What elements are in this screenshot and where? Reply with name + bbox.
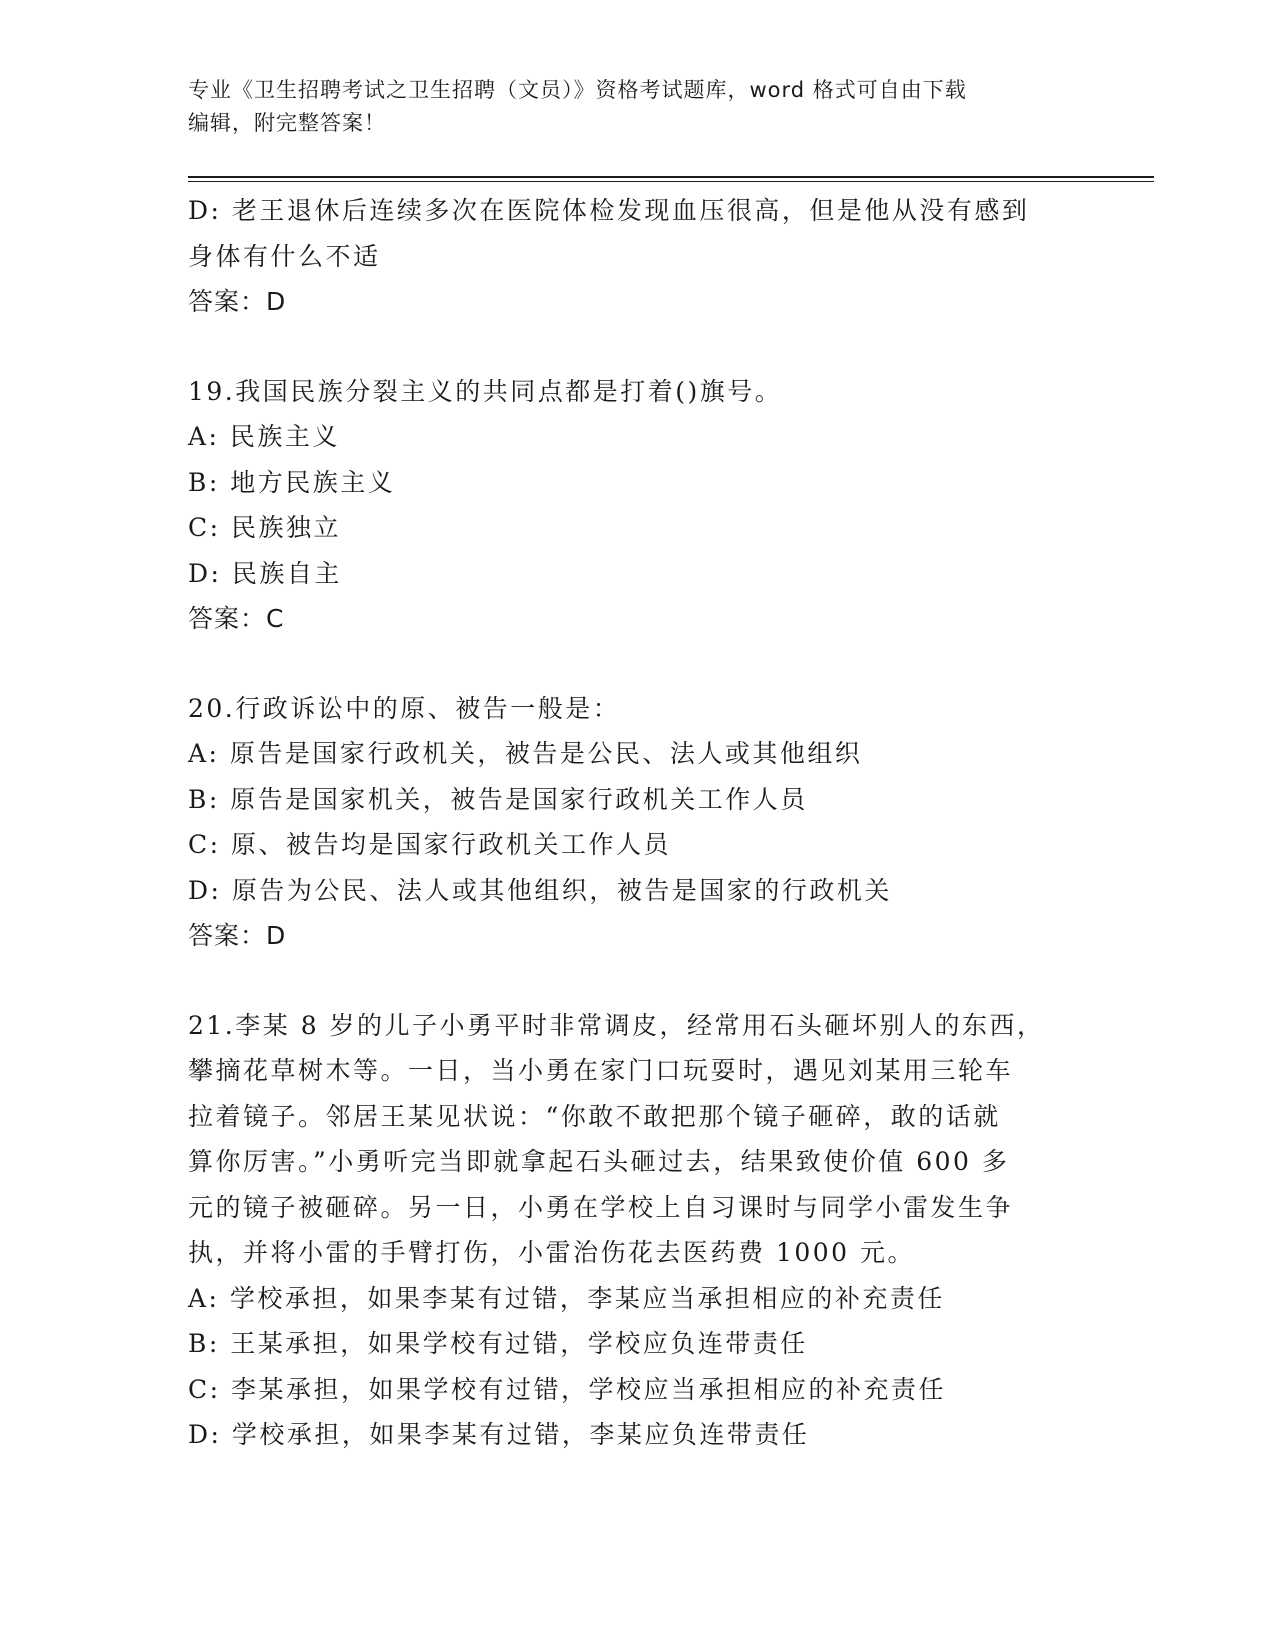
answer-line: 答案：D [188, 921, 287, 950]
option-a: A: 学校承担，如果李某有过错，李某应当承担相应的补充责任 [188, 1283, 945, 1313]
option-d: D: 民族自主 [188, 558, 342, 588]
answer-line: 答案：C [188, 604, 285, 633]
option-b: B: 地方民族主义 [188, 467, 396, 497]
option-b: B: 原告是国家机关，被告是国家行政机关工作人员 [188, 784, 808, 814]
carryover-block [188, 188, 1088, 325]
question-stem-line: 21.李某 8 岁的儿子小勇平时非常调皮，经常用石头砸坏别人的东西， [188, 1010, 1045, 1040]
question-list [188, 188, 1088, 1458]
question-stem-line: 元的镜子被砸碎。另一日，小勇在学校上自习课时与同学小雷发生争 [188, 1192, 1014, 1222]
question-stem: 20.行政诉讼中的原、被告一般是： [188, 693, 621, 723]
option-d-line-1: D: 老王退休后连续多次在医院体检发现血压很高，但是他从没有感到 [188, 196, 1030, 225]
header-line-2: 编辑，附完整答案！ [188, 111, 386, 135]
question-stem-line: 拉着镜子。邻居王某见状说：“你敢不敢把那个镜子砸碎，敢的话就 [188, 1101, 1001, 1131]
option-a: A: 原告是国家行政机关，被告是公民、法人或其他组织 [188, 739, 863, 768]
option-c: C: 民族独立 [188, 513, 341, 542]
option-b: B: 王某承担，如果学校有过错，学校应负连带责任 [188, 1329, 808, 1358]
document-header [188, 74, 1088, 140]
header-line-1: 专业《卫生招聘考试之卫生招聘（文员）》资格考试题库，word 格式可自由下载 [188, 78, 967, 102]
option-d-line-2: 身体有什么不适 [188, 241, 381, 271]
question-19 [188, 369, 1088, 642]
question-20 [188, 686, 1088, 959]
option-c: C: 李某承担，如果学校有过错，学校应当承担相应的补充责任 [188, 1374, 947, 1404]
question-21 [188, 1003, 1088, 1458]
option-a: A: 民族主义 [188, 422, 340, 451]
option-c: C: 原、被告均是国家行政机关工作人员 [188, 830, 671, 859]
question-stem-line: 算你厉害。”小勇听完当即就拿起石头砸过去，结果致使价值 600 多 [188, 1147, 1010, 1176]
question-stem: 19.我国民族分裂主义的共同点都是打着()旗号。 [188, 376, 783, 406]
header-divider-thick [188, 176, 1154, 178]
question-stem-line: 执，并将小雷的手臂打伤，小雷治伤花去医药费 1000 元。 [188, 1238, 916, 1267]
option-d: D: 学校承担，如果李某有过错，李某应负连带责任 [188, 1420, 810, 1449]
question-stem-line: 攀摘花草树木等。一日，当小勇在家门口玩耍时，遇见刘某用三轮车 [188, 1056, 1014, 1085]
header-divider-thin [188, 181, 1154, 182]
option-d: D: 原告为公民、法人或其他组织，被告是国家的行政机关 [188, 875, 892, 905]
answer-line: 答案：D [188, 287, 287, 316]
